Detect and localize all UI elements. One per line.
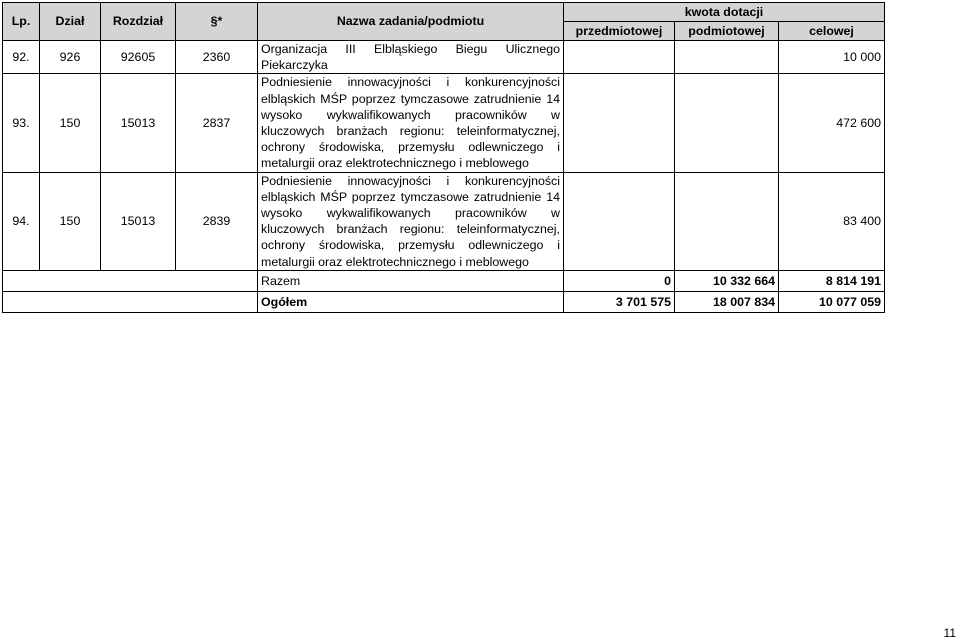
header-nazwa: Nazwa zadania/podmiotu	[258, 3, 564, 41]
ogolem-label: Ogółem	[258, 291, 564, 312]
ogolem-podmiotowej: 18 007 834	[675, 291, 779, 312]
razem-podmiotowej: 10 332 664	[675, 270, 779, 291]
razem-row	[3, 270, 885, 291]
cell-paragraf: 2360	[176, 41, 258, 74]
razem-celowej: 8 814 191	[779, 270, 885, 291]
header-paragraf: §*	[176, 3, 258, 41]
cell-celowej: 10 000	[779, 41, 885, 74]
cell-lp: 93.	[3, 74, 40, 172]
ogolem-spacer	[3, 291, 258, 312]
cell-dzial: 150	[40, 172, 101, 270]
razem-przedmiotowej: 0	[564, 270, 675, 291]
cell-nazwa: Podniesienie innowacyjności i konkurencyjności elbląskich MŚP poprzez tymczasowe zatrudnienie 14 wysoko wykwalifikowanych pracowników w kluczowych branżach regionu: teleinformatycznej, ochrony środowiska, przemysłu odlewniczego i metalurgii oraz elektrotechnicznego i meblowego	[258, 172, 564, 270]
cell-celowej: 472 600	[779, 74, 885, 172]
cell-lp: 94.	[3, 172, 40, 270]
cell-przedmiotowej	[564, 74, 675, 172]
header-kwota: kwota dotacji	[564, 3, 885, 22]
cell-dzial: 926	[40, 41, 101, 74]
ogolem-celowej: 10 077 059	[779, 291, 885, 312]
cell-nazwa: Organizacja III Elbląskiego Biegu Ulicznego Piekarczyka	[258, 41, 564, 74]
cell-przedmiotowej	[564, 41, 675, 74]
table-row	[3, 172, 885, 270]
cell-lp: 92.	[3, 41, 40, 74]
cell-nazwa: Podniesienie innowacyjności i konkurencyjności elbląskich MŚP poprzez tymczasowe zatrudnienie 14 wysoko wykwalifikowanych pracowników w kluczowych branżach regionu: teleinformatycznej, ochrony środowiska, przemysłu odlewniczego i metalurgii oraz elektrotechnicznego i meblowego	[258, 74, 564, 172]
cell-celowej: 83 400	[779, 172, 885, 270]
cell-rozdzial: 92605	[101, 41, 176, 74]
header-dzial: Dział	[40, 3, 101, 41]
razem-label: Razem	[258, 270, 564, 291]
header-row-1	[3, 3, 885, 22]
header-rozdzial: Rozdział	[101, 3, 176, 41]
header-celowej: celowej	[779, 22, 885, 41]
cell-podmiotowej	[675, 74, 779, 172]
cell-przedmiotowej	[564, 172, 675, 270]
cell-paragraf: 2839	[176, 172, 258, 270]
header-lp: Lp.	[3, 3, 40, 41]
cell-rozdzial: 15013	[101, 172, 176, 270]
cell-rozdzial: 15013	[101, 74, 176, 172]
cell-podmiotowej	[675, 41, 779, 74]
page-number: 11	[943, 626, 956, 640]
ogolem-przedmiotowej: 3 701 575	[564, 291, 675, 312]
table-row	[3, 74, 885, 172]
subsidy-table	[2, 2, 885, 313]
cell-dzial: 150	[40, 74, 101, 172]
cell-paragraf: 2837	[176, 74, 258, 172]
header-przedmiotowej: przedmiotowej	[564, 22, 675, 41]
ogolem-row	[3, 291, 885, 312]
razem-spacer	[3, 270, 258, 291]
table-row	[3, 41, 885, 74]
header-podmiotowej: podmiotowej	[675, 22, 779, 41]
cell-podmiotowej	[675, 172, 779, 270]
